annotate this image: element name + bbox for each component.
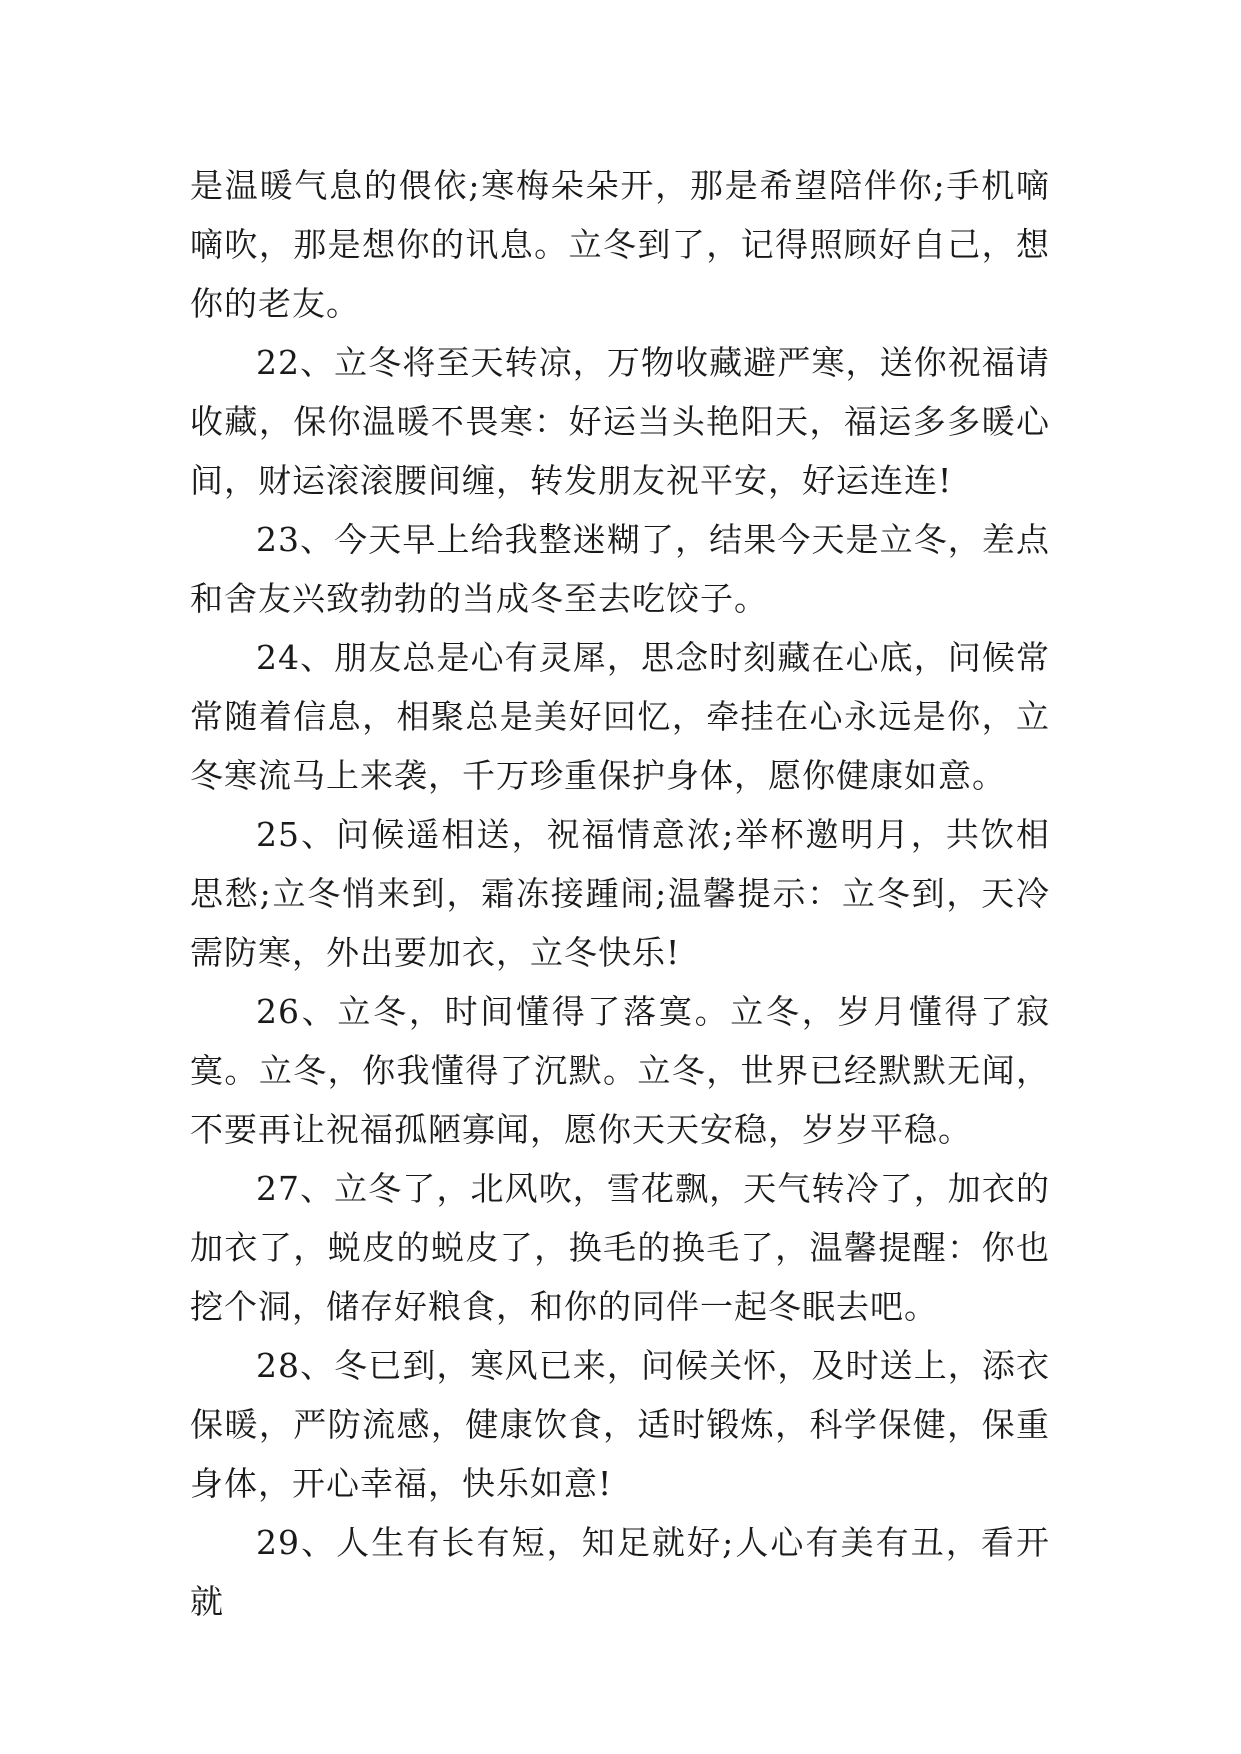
- document-body: [190, 156, 1050, 1631]
- paragraph-24: 24、朋友总是心有灵犀，思念时刻藏在心底，问候常常随着信息，相聚总是美好回忆，牵挂在心永远是你，立冬寒流马上来袭，千万珍重保护身体，愿你健康如意。: [190, 638, 1050, 795]
- paragraph-21-continuation: 是温暖气息的偎依;寒梅朵朵开，那是希望陪伴你;手机嘀嘀吹，那是想你的讯息。立冬到了，记得照顾好自己，想你的老友。: [190, 166, 1050, 323]
- paragraph-29: 29、人生有长有短，知足就好;人心有美有丑，看开就: [190, 1523, 1050, 1621]
- paragraph-26: 26、立冬，时间懂得了落寞。立冬，岁月懂得了寂寞。立冬，你我懂得了沉默。立冬，世界已经默默无闻，不要再让祝福孤陋寡闻，愿你天天安稳，岁岁平稳。: [190, 992, 1050, 1149]
- paragraph-28: 28、冬已到，寒风已来，问候关怀，及时送上，添衣保暖，严防流感，健康饮食，适时锻炼，科学保健，保重身体，开心幸福，快乐如意!: [190, 1346, 1050, 1503]
- paragraph-22: 22、立冬将至天转凉，万物收藏避严寒，送你祝福请收藏，保你温暖不畏寒：好运当头艳阳天，福运多多暖心间，财运滚滚腰间缠，转发朋友祝平安，好运连连!: [190, 343, 1050, 500]
- paragraph-23: 23、今天早上给我整迷糊了，结果今天是立冬，差点和舍友兴致勃勃的当成冬至去吃饺子。: [190, 520, 1050, 618]
- paragraph-25: 25、问候遥相送，祝福情意浓;举杯邀明月，共饮相思愁;立冬悄来到，霜冻接踵闹;温馨提示：立冬到，天冷需防寒，外出要加衣，立冬快乐!: [190, 815, 1050, 972]
- paragraph-27: 27、立冬了，北风吹，雪花飘，天气转冷了，加衣的加衣了，蜕皮的蜕皮了，换毛的换毛了，温馨提醒：你也挖个洞，储存好粮食，和你的同伴一起冬眠去吧。: [190, 1169, 1050, 1326]
